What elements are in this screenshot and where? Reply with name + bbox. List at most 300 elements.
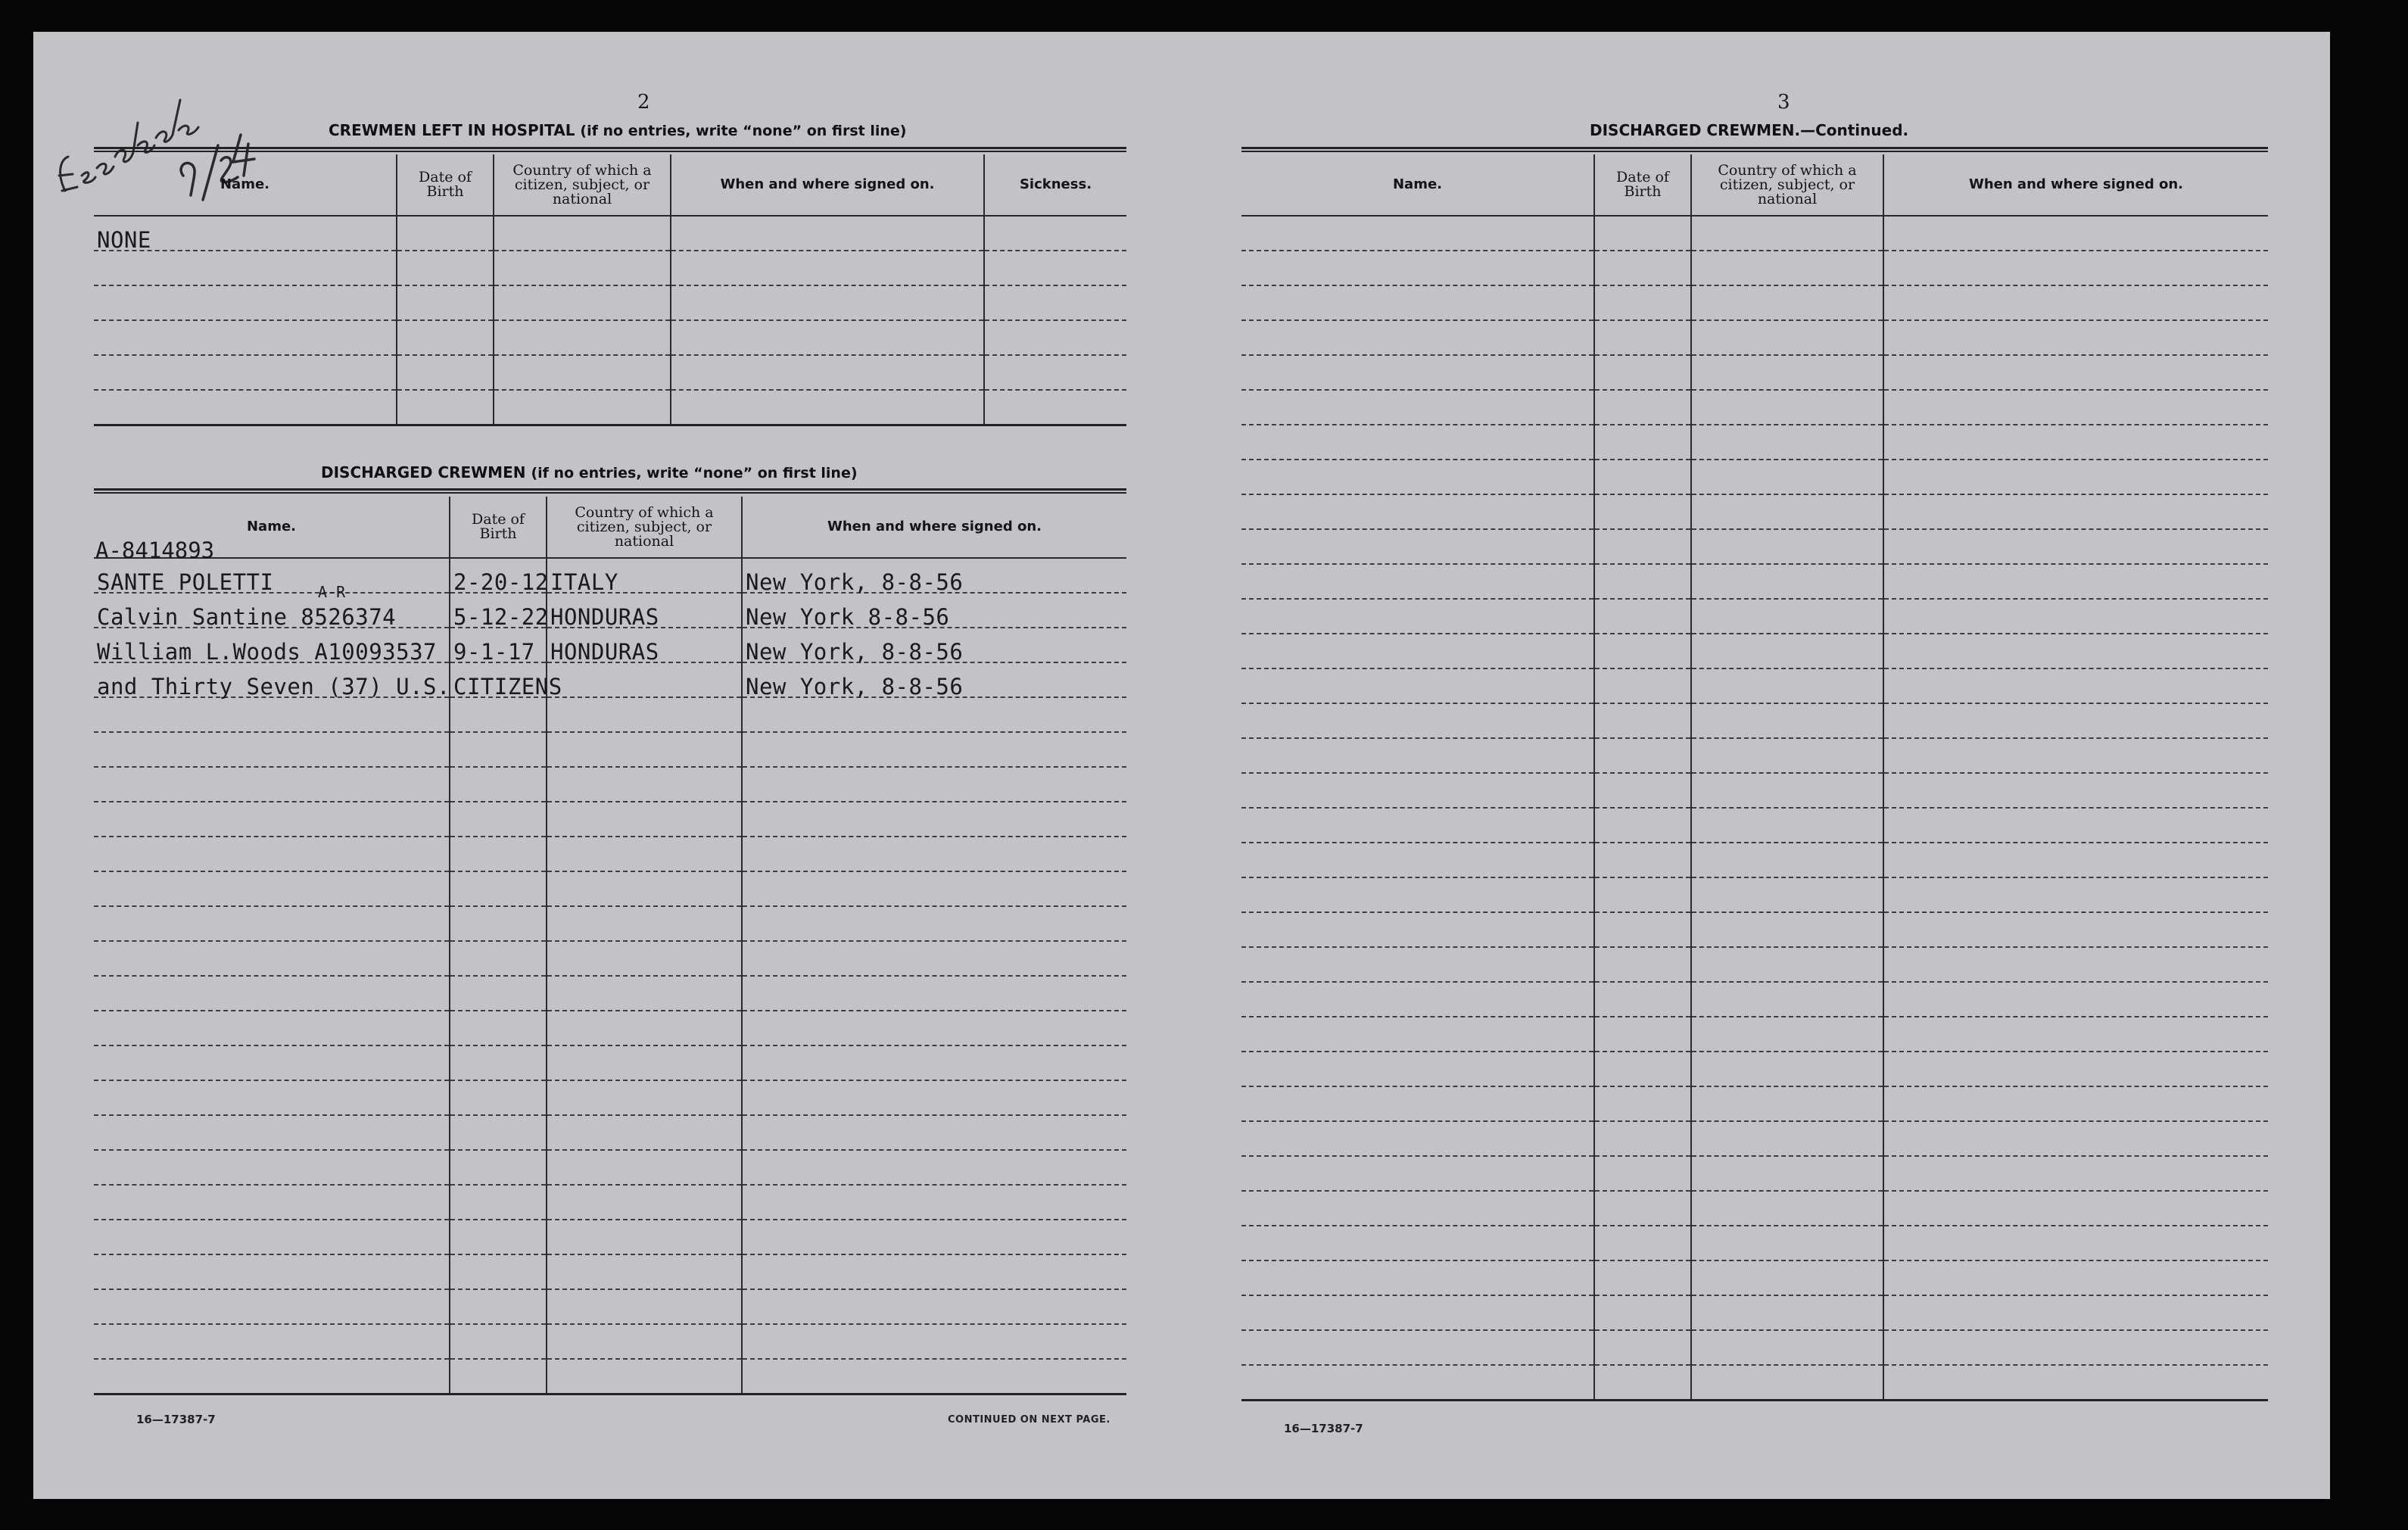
table-row [1241,1156,2268,1191]
table-cell [1883,390,2268,425]
table-cell [1241,425,1594,460]
table-cell [94,1254,450,1289]
table-cell [547,1080,742,1115]
table-cell [1883,1017,2268,1052]
table-cell [450,1115,547,1150]
table-cell [671,390,984,425]
table-cell [1241,738,1594,773]
table-row [1241,251,2268,285]
table-cell [94,697,450,732]
table-cell [1594,494,1691,529]
table-cell [1594,1052,1691,1086]
cell-text: HONDURAS [550,604,659,630]
table-cell [450,732,547,767]
table-row [1241,912,2268,947]
table-cell [742,837,1126,871]
table-cell [742,1289,1126,1324]
table-row [94,802,1126,837]
table-cell [450,662,562,700]
table-cell [547,837,742,871]
table-cell [547,593,742,628]
table-cell [1241,494,1594,529]
table-cell [94,1359,450,1394]
table-cell [547,767,742,802]
table-cell [450,1359,547,1394]
discharged-continued-title: DISCHARGED CREWMEN.—Continued. [1590,121,1909,139]
table-cell [450,1045,547,1080]
table-cell [984,285,1126,320]
table-row [1241,425,2268,460]
table-cell [1883,912,2268,947]
table-cell [1594,390,1691,425]
table-row [1241,460,2268,494]
table-cell [397,355,494,390]
table-cell [1594,1191,1691,1226]
table-cell [742,593,1126,628]
table-cell [1883,1191,2268,1226]
table-cell [1594,843,1691,877]
table-cell [1883,773,2268,808]
discharged-table-header [94,497,1126,558]
table-row [94,732,1126,767]
table-cell [1594,320,1691,355]
table-cell [94,320,397,355]
table-cell [450,802,547,837]
column-header: Country of which a citizen, subject, or national [547,497,742,558]
table-cell [1594,982,1691,1017]
table-cell [1594,216,1691,251]
table-row [94,662,1126,697]
table-cell [547,732,742,767]
table-cell [547,1045,742,1080]
table-cell [1594,425,1691,460]
table-cell [1241,320,1594,355]
table-row [94,837,1126,871]
cell-text: ITALY [550,569,618,595]
table-cell [1241,947,1594,982]
table-cell [94,1289,450,1324]
table-cell [494,390,671,425]
table-cell [450,906,547,941]
table-row [1241,947,2268,982]
table-cell [1883,564,2268,599]
table-cell [1883,947,2268,982]
table-cell [1241,1260,1594,1295]
discharged-table [94,497,1126,1395]
table-row [94,871,1126,906]
table-row [1241,529,2268,564]
table-cell [450,697,547,732]
cell-text: and Thirty Seven (37) U.S. [97,674,450,700]
table-cell [94,871,450,906]
table-cell [1241,982,1594,1017]
table-cell [1594,877,1691,912]
cell-text: New York 8-8-56 [746,604,950,630]
table-cell [1691,251,1883,285]
table-cell [1691,1330,1883,1365]
table-cell [1594,1017,1691,1052]
table-cell [1691,912,1883,947]
continued-label: CONTINUED ON NEXT PAGE. [948,1414,1111,1426]
table-cell [1691,877,1883,912]
table-cell [1594,1365,1691,1401]
table-cell [1594,1295,1691,1330]
table-cell [450,1254,547,1289]
hospital-table-body [94,216,1126,425]
table-cell [742,767,1126,802]
table-cell [397,285,494,320]
table-cell [1691,1121,1883,1156]
table-row [1241,216,2268,251]
cell-text: William L.Woods A10093537 [97,639,437,665]
table-cell [1883,1295,2268,1330]
table-cell [94,941,450,976]
table-cell [1241,1365,1594,1401]
table-cell [1241,599,1594,634]
hospital-top-rule [94,147,1126,152]
table-cell [1883,320,2268,355]
table-cell [742,906,1126,941]
table-cell [1883,1365,2268,1401]
table-row [94,285,1126,320]
table-row [1241,1052,2268,1086]
table-cell [547,1011,742,1045]
table-cell [1691,390,1883,425]
table-cell [1691,460,1883,494]
table-cell [1241,390,1594,425]
table-cell [1241,1191,1594,1226]
discharged-section-title: DISCHARGED CREWMEN (if no entries, write “none” on first line) [321,463,858,481]
discharged-continued-table [1241,154,2268,1401]
table-cell [1241,355,1594,390]
cell-text: 2-20-12 [453,569,549,595]
table-cell [1883,216,2268,251]
table-cell [1691,947,1883,982]
table-cell [450,1324,547,1359]
table-cell [1691,320,1883,355]
table-row [94,1080,1126,1115]
table-cell [450,1289,547,1324]
table-cell [450,871,547,906]
table-cell [1883,843,2268,877]
table-row [94,355,1126,390]
table-cell [1883,355,2268,390]
table-row [94,1254,1126,1289]
table-cell [1241,216,1594,251]
table-cell [742,802,1126,837]
table-cell [1883,529,2268,564]
table-cell [984,251,1126,285]
continued-table-body [1241,216,2268,1401]
table-cell [1241,634,1594,668]
table-cell [1594,738,1691,773]
table-row [1241,390,2268,425]
table-cell [1594,251,1691,285]
table-cell [397,390,494,425]
table-cell [1691,1295,1883,1330]
seaman-number-note: A-8414893 [95,538,215,563]
table-cell [1691,285,1883,320]
table-cell [984,216,1126,251]
table-cell [1241,285,1594,320]
table-cell [1691,703,1883,738]
table-cell [742,697,1126,732]
table-cell [742,662,1126,700]
table-cell [1883,599,2268,634]
table-cell [94,216,397,251]
table-row [1241,599,2268,634]
table-cell [94,251,397,285]
table-cell [94,593,450,628]
table-cell [94,732,450,767]
table-row [94,976,1126,1011]
form-code: 16—17387-7 [136,1413,216,1426]
table-cell [1691,668,1883,703]
cell-text: 5-12-22 [453,604,549,630]
table-cell [1691,1156,1883,1191]
table-cell [1691,1260,1883,1295]
table-cell [450,1080,547,1115]
table-cell [742,1324,1126,1359]
cell-text: HONDURAS [550,639,659,665]
table-cell [547,662,742,697]
table-cell [984,390,1126,425]
table-cell [1691,808,1883,843]
table-cell [94,285,397,320]
table-row [1241,1191,2268,1226]
table-cell [494,251,671,285]
table-cell [94,355,397,390]
discharged-top-rule [94,488,1126,494]
table-cell [1691,355,1883,390]
table-row [1241,1017,2268,1052]
table-cell [94,906,450,941]
table-row [94,1359,1126,1394]
table-cell [547,906,742,941]
table-cell [742,558,1126,593]
table-row [94,320,1126,355]
table-cell [94,662,450,700]
table-cell [742,941,1126,976]
table-row [94,1045,1126,1080]
table-cell [1594,1121,1691,1156]
table-row [94,1220,1126,1254]
table-cell [94,1045,450,1080]
table-cell [1594,912,1691,947]
table-cell [1691,773,1883,808]
table-cell [1883,738,2268,773]
table-cell [94,1220,450,1254]
table-cell [1241,773,1594,808]
column-header: When and where signed on. [742,497,1126,558]
table-cell [1883,1226,2268,1260]
table-cell [1241,703,1594,738]
table-cell [742,976,1126,1011]
table-cell [547,802,742,837]
table-cell [1883,982,2268,1017]
table-cell [1241,1017,1594,1052]
table-cell [1241,1052,1594,1086]
table-row [1241,1365,2268,1401]
table-cell [1691,216,1883,251]
table-row [94,1011,1126,1045]
table-row [1241,1226,2268,1260]
table-row [94,697,1126,732]
table-cell [1883,634,2268,668]
column-header: When and where signed on. [671,154,984,216]
table-cell [1594,564,1691,599]
table-cell [1883,494,2268,529]
table-cell [1691,634,1883,668]
table-cell [1691,843,1883,877]
table-cell [1241,1121,1594,1156]
table-row [94,593,1126,628]
table-cell [1241,912,1594,947]
table-cell [671,216,984,251]
table-cell [671,320,984,355]
table-row [1241,355,2268,390]
table-cell [494,285,671,320]
table-row [94,558,1126,593]
table-row [1241,877,2268,912]
table-cell [1883,1121,2268,1156]
table-cell [1883,808,2268,843]
table-cell [397,320,494,355]
table-row [1241,1086,2268,1121]
table-cell [1691,564,1883,599]
table-row [1241,494,2268,529]
table-cell [1691,738,1883,773]
table-cell [1883,460,2268,494]
table-row [1241,320,2268,355]
table-cell [742,1185,1126,1220]
table-cell [742,1011,1126,1045]
cell-text: Calvin Santine 8526374 [97,604,397,630]
table-cell [1883,285,2268,320]
table-cell [1883,877,2268,912]
table-cell [1241,460,1594,494]
table-cell [547,558,742,593]
table-cell [450,1150,547,1185]
table-cell [547,1289,742,1324]
table-cell [984,355,1126,390]
table-cell [547,1150,742,1185]
table-row [94,1115,1126,1150]
table-row [1241,1260,2268,1295]
table-cell [547,1115,742,1150]
table-cell [94,1080,450,1115]
table-cell [742,1080,1126,1115]
table-row [94,941,1126,976]
column-header: Sickness. [984,154,1126,216]
table-cell [1691,1365,1883,1401]
table-cell [742,1359,1126,1394]
table-cell [1691,1086,1883,1121]
column-header: Date of Birth [397,154,494,216]
table-cell [450,1220,547,1254]
table-cell [1691,1191,1883,1226]
table-cell [1883,703,2268,738]
table-cell [1594,808,1691,843]
table-cell [671,285,984,320]
column-header: Date of Birth [450,497,547,558]
cell-text: NONE [97,227,151,253]
table-cell [94,976,450,1011]
hospital-table [94,154,1126,426]
table-cell [1241,1226,1594,1260]
table-row [94,1289,1126,1324]
column-header: When and where signed on. [1883,154,2268,216]
hospital-section-title: CREWMEN LEFT IN HOSPITAL (if no entries, write “none” on first line) [329,121,907,139]
table-row [94,1185,1126,1220]
table-cell [1241,251,1594,285]
table-cell [547,1220,742,1254]
table-row [94,628,1126,662]
table-row [1241,808,2268,843]
table-cell [1883,1052,2268,1086]
table-cell [1883,1330,2268,1365]
continued-top-rule [1241,147,2268,152]
table-cell [94,802,450,837]
table-cell [671,355,984,390]
table-cell [1594,703,1691,738]
table-cell [1883,1260,2268,1295]
table-row [1241,738,2268,773]
table-cell [1241,1295,1594,1330]
column-header: Country of which a citizen, subject, or national [494,154,671,216]
table-cell [450,837,547,871]
table-row [94,1324,1126,1359]
cell-text: 9-1-17 [453,639,535,665]
table-cell [742,1045,1126,1080]
table-cell [671,251,984,285]
table-cell [397,251,494,285]
table-cell [450,628,547,665]
table-cell [1594,947,1691,982]
table-cell [450,1011,547,1045]
table-cell [1594,1086,1691,1121]
table-cell [1594,634,1691,668]
table-cell [742,732,1126,767]
table-cell [1241,1086,1594,1121]
table-row [1241,634,2268,668]
cell-text: New York, 8-8-56 [746,674,964,700]
table-cell [547,1254,742,1289]
table-cell [94,767,450,802]
table-cell [1241,843,1594,877]
table-cell [397,216,494,251]
page-number: 3 [1777,91,1790,114]
table-cell [742,1150,1126,1185]
table-cell [1594,599,1691,634]
table-cell [1241,1330,1594,1365]
table-cell [94,1324,450,1359]
left-page [94,32,1154,1499]
table-row [1241,668,2268,703]
table-cell [94,1150,450,1185]
table-cell [547,871,742,906]
table-row [1241,982,2268,1017]
table-cell [94,628,450,665]
table-cell [450,558,547,593]
table-row [1241,843,2268,877]
table-cell [1594,1260,1691,1295]
table-cell [1241,808,1594,843]
table-cell [94,1011,450,1045]
table-cell [547,628,742,665]
cell-text: New York, 8-8-56 [746,639,964,665]
cell-text: New York, 8-8-56 [746,569,964,595]
